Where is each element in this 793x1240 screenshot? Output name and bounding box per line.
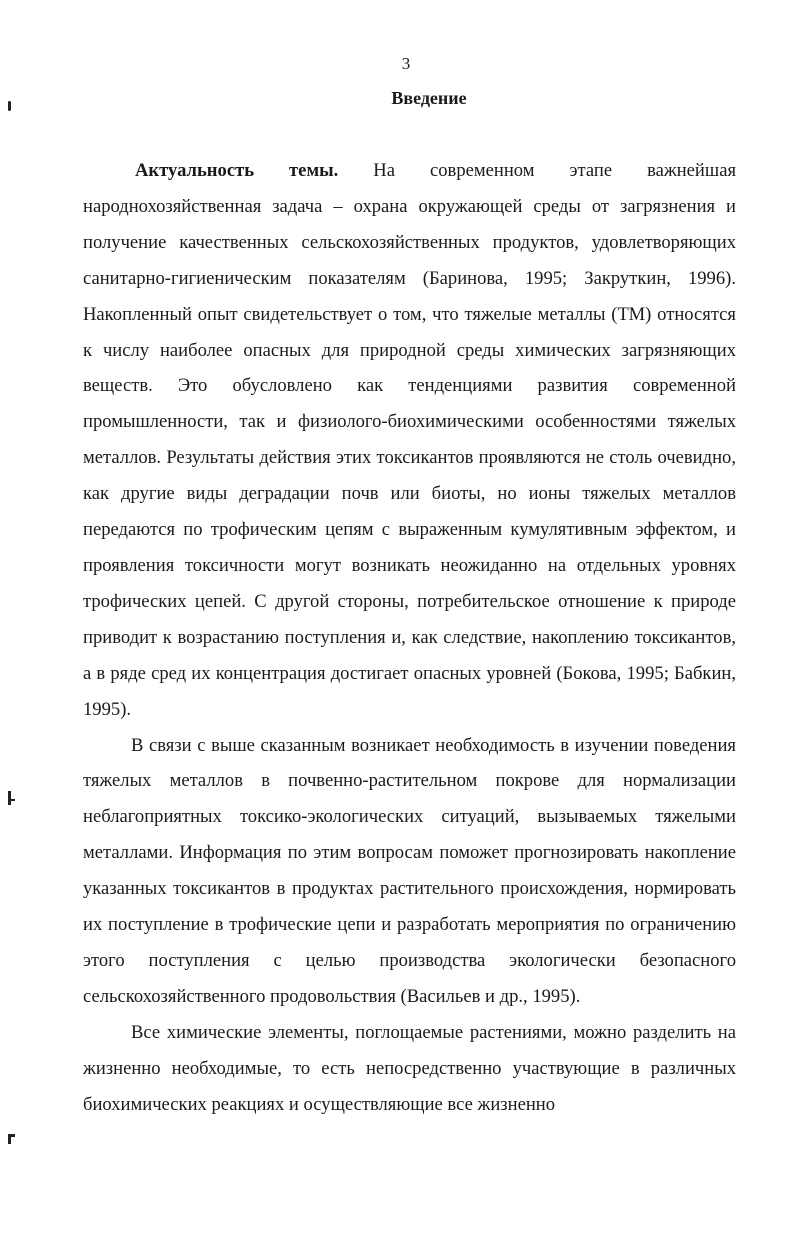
page-number: 3 (401, 54, 411, 73)
paragraph-necessity: В связи с выше сказанным возникает необходимость в изучении поведения тяжелых металлов в почвенно-растительном покрове для нормализации неблагоприятных токсико-экологических ситуаций, вызываемых тяжелыми металлами. Информация по этим вопросам поможет прогнозировать накопление указанных токсикантов в продуктах растительного происхождения, нормировать их поступление в трофические цепи и разработать мероприятия по ограничению этого поступления с целью производства экологически безопасного сельскохозяйственного продовольствия (Васильев и др., 1995). (83, 734, 736, 1007)
scan-margin-mark-middle (8, 791, 11, 805)
document-body (83, 153, 736, 1122)
paragraph-relevance (83, 153, 736, 728)
paragraph-text: На современном этапе важнейшая народнохозяйственная задача – охрана окружающей среды от загрязнения и получение качественных сельскохозяйственных продуктов, удовлетворяющих санитарно-гигиеническим показателям (Баринова, 1995; Закруткин, 1996). Накопленный опыт свидетельствует о том, что тяжелые металлы (ТМ) относятся к числу наиболее опасных для природной среды химических загрязняющих веществ. Это обусловлено как тенденциями развития современной промышленности, так и физиолого-биохимическими особенностями тяжелых металлов. Результаты действия этих токсикантов проявляются не столь очевидно, как другие виды деградации почв или биоты, но ионы тяжелых металлов передаются по трофическим цепям с выраженным кумулятивным эффектом, и проявления токсичности могут возникать неожиданно на отдельных уровнях трофических цепей. С другой стороны, потребительское отношение к природе приводит к возрастанию поступления и, как следствие, накоплению токсикантов, а в ряде сред их концентрация достигает опасных уровней (Бокова, 1995; Бабкин, 1995). (83, 160, 736, 720)
scan-margin-mark-bottom (8, 1134, 11, 1144)
paragraph-elements: Все химические элементы, поглощаемые растениями, можно разделить на жизненно необходимые, то есть непосредственно участвующие в различных биохимических реакциях и осуществляющие все жизненно (83, 1021, 736, 1115)
paragraph-lead-heading: Актуальность темы. (135, 160, 339, 181)
page-title: Введение (391, 88, 467, 108)
